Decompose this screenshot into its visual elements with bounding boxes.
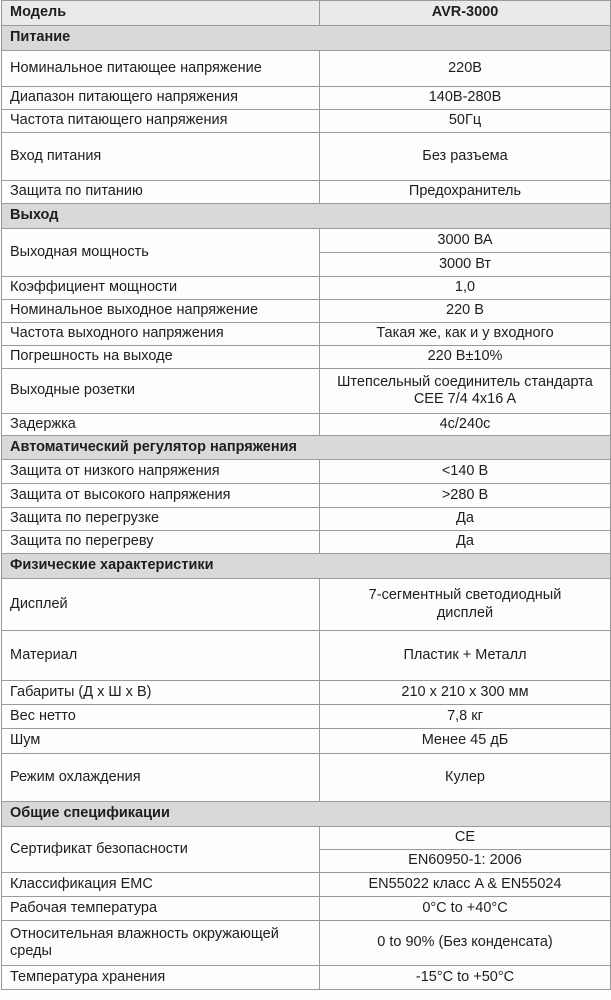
table-row [2,346,611,369]
table-row [2,729,611,754]
spec-value: 3000 ВА [320,229,611,253]
spec-value: 210 х 210 х 300 мм [320,681,611,705]
section-header-avr [2,436,611,460]
spec-label: Погрешность на выходе [2,346,320,369]
spec-label: Номинальное питающее напряжение [2,51,320,87]
table-row [2,579,611,631]
spec-value: EN60950-1: 2006 [320,850,611,873]
spec-value: 220 В [320,300,611,323]
spec-label: Сертификат безопасности [2,827,320,873]
table-row [2,181,611,204]
spec-value: Такая же, как и у входного [320,323,611,346]
spec-label: Номинальное выходное напряжение [2,300,320,323]
spec-value: -15°C to +50°C [320,966,611,990]
spec-value: Да [320,531,611,554]
table-row [2,323,611,346]
spec-value: Кулер [320,754,611,802]
table-row [2,897,611,921]
spec-label: Частота питающего напряжения [2,110,320,133]
table-row [2,754,611,802]
spec-label: Защита от высокого напряжения [2,484,320,508]
spec-label: Шум [2,729,320,754]
spec-value: >280 В [320,484,611,508]
spec-value: Менее 45 дБ [320,729,611,754]
section-title: Питание [2,26,611,51]
spec-value: 140В-280В [320,87,611,110]
spec-label: Рабочая температура [2,897,320,921]
spec-value: 220В [320,51,611,87]
spec-label: Режим охлаждения [2,754,320,802]
spec-value: 3000 Вт [320,253,611,277]
spec-value: 0 to 90% (Без конденсата) [320,921,611,966]
spec-value: Да [320,508,611,531]
section-title: Общие спецификации [2,802,611,827]
table-row [2,87,611,110]
table-row [2,531,611,554]
spec-label: Дисплей [2,579,320,631]
section-title: Автоматический регулятор напряжения [2,436,611,460]
spec-label: Выходная мощность [2,229,320,277]
section-title: Физические характеристики [2,554,611,579]
spec-table [1,0,611,990]
spec-value: Штепсельный соединитель стандарта CEE 7/4 4x16 A [320,369,611,414]
spec-value: 220 В±10% [320,346,611,369]
spec-value: Пластик + Металл [320,631,611,681]
table-row [2,229,611,253]
spec-label: Защита по перегреву [2,531,320,554]
table-row [2,631,611,681]
spec-label: Вес нетто [2,705,320,729]
section-title: Выход [2,204,611,229]
table-row [2,300,611,323]
table-row [2,369,611,414]
table-row [2,484,611,508]
table-row [2,921,611,966]
table-row [2,277,611,300]
spec-label: Материал [2,631,320,681]
table-row [2,681,611,705]
spec-value: 50Гц [320,110,611,133]
spec-value: 1,0 [320,277,611,300]
spec-label: Защита по питанию [2,181,320,204]
table-row [2,51,611,87]
section-header-physical [2,554,611,579]
table-row [2,705,611,729]
spec-label: Выходные розетки [2,369,320,414]
spec-value: 0°C to +40°C [320,897,611,921]
spec-value: 7,8 кг [320,705,611,729]
spec-label: Защита от низкого напряжения [2,460,320,484]
spec-value: Предохранитель [320,181,611,204]
spec-label: Диапазон питающего напряжения [2,87,320,110]
section-header-power [2,26,611,51]
table-row [2,414,611,436]
table-row [2,460,611,484]
spec-label: Защита по перегрузке [2,508,320,531]
spec-label: Температура хранения [2,966,320,990]
spec-label: Задержка [2,414,320,436]
table-row [2,133,611,181]
spec-value: EN55022 класс A & EN55024 [320,873,611,897]
table-row [2,508,611,531]
spec-value: 4с/240с [320,414,611,436]
section-header-general [2,802,611,827]
spec-label: Классификация EMC [2,873,320,897]
table-row [2,966,611,990]
spec-label: Относительная влажность окружающей среды [2,921,320,966]
table-row [2,873,611,897]
spec-value: <140 В [320,460,611,484]
spec-label: Коэффициент мощности [2,277,320,300]
section-header-output [2,204,611,229]
table-row [2,827,611,850]
spec-value: CE [320,827,611,850]
spec-label: Габариты (Д х Ш х В) [2,681,320,705]
spec-value: Без разъема [320,133,611,181]
model-label: Модель [2,1,320,26]
header-row [2,1,611,26]
model-value: AVR-3000 [320,1,611,26]
spec-label: Частота выходного напряжения [2,323,320,346]
spec-label: Вход питания [2,133,320,181]
table-row [2,110,611,133]
spec-value: 7-сегментный светодиодный дисплей [320,579,611,631]
